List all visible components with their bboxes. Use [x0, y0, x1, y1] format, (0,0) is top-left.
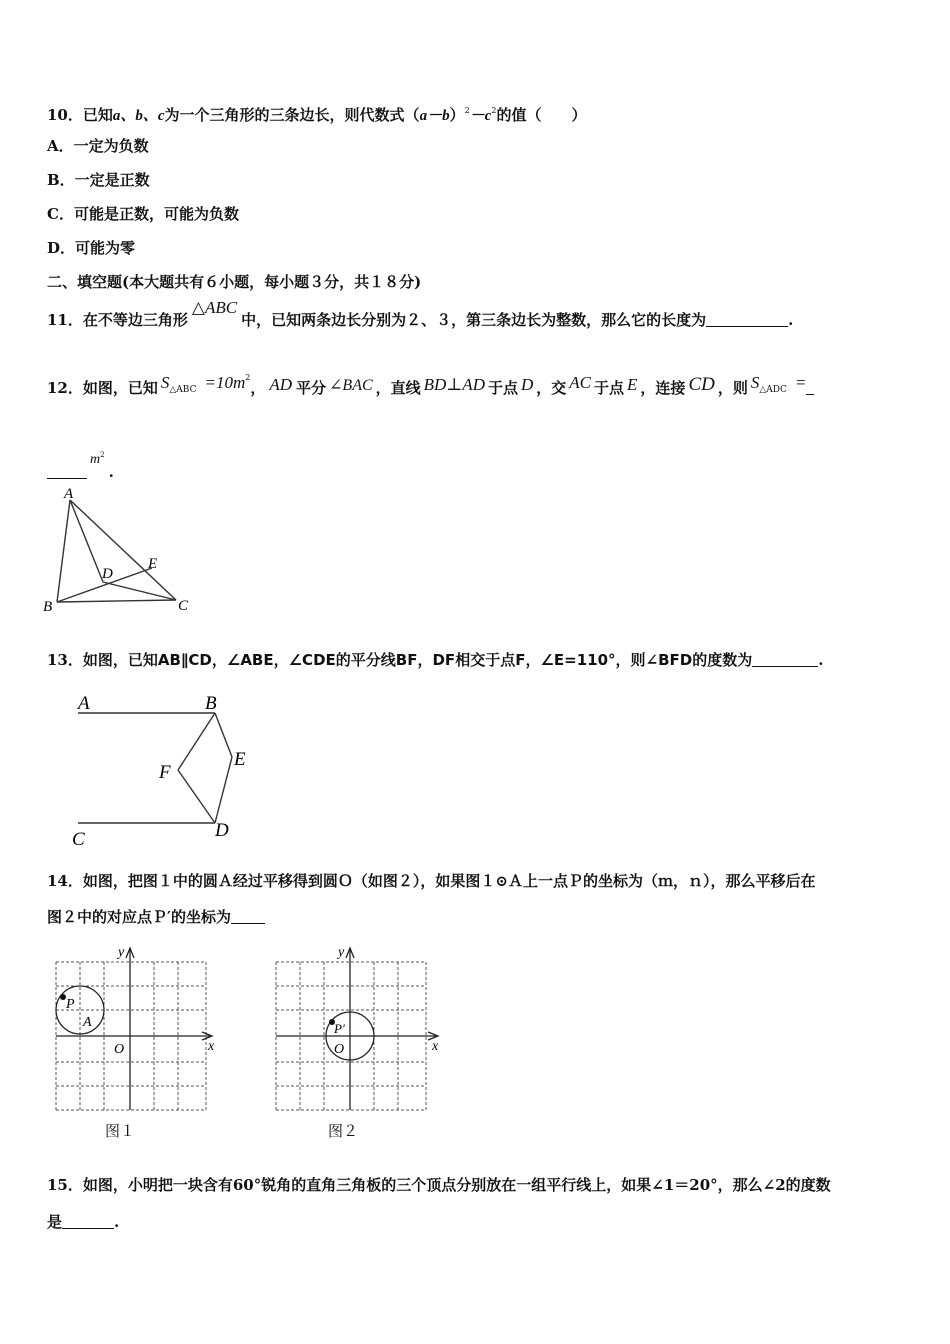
- section-heading: 二、填空题(本大题共有６小题，每小题３分，共１８分): [47, 273, 422, 291]
- q11-blank: [706, 312, 788, 327]
- q13-end2: ，则∠: [615, 651, 659, 669]
- q11-pre: 11．在不等边三角形: [47, 311, 188, 329]
- figure-q12: [40, 485, 200, 615]
- q11-triangle: △ABC: [191, 298, 238, 317]
- q12-t2: 平分: [296, 379, 327, 397]
- label-c: C: [178, 598, 189, 614]
- question-15-line2: [47, 1212, 119, 1232]
- q12-s2-sub: △ADC: [759, 385, 787, 395]
- q10-minus-c: －c: [469, 108, 492, 124]
- q10-sup-b: 2: [491, 106, 497, 115]
- question-13: [47, 650, 824, 670]
- q13-tail: 的度数为: [692, 651, 753, 669]
- label-e: E: [148, 556, 158, 572]
- q12-pre: 12．如图，已知: [47, 379, 158, 397]
- q10-pre: 10．已知: [47, 106, 113, 124]
- q12-unit-sup: 2: [100, 451, 105, 459]
- seg-ad: [70, 500, 103, 582]
- q13-blank: [752, 652, 818, 667]
- q12-blank-b: [47, 464, 87, 479]
- q10-paren: ）: [449, 106, 465, 124]
- q12-t6: 于点: [594, 379, 625, 397]
- q10-sup: 2: [464, 106, 470, 115]
- question-12: [47, 368, 814, 402]
- fig1-caption: 图１: [105, 1122, 136, 1140]
- q12-bac: ∠BAC: [329, 377, 373, 394]
- q12-eq: =10m: [204, 373, 246, 392]
- figure-q13: [60, 685, 280, 850]
- label-b: B: [205, 693, 217, 714]
- q12-t3: ，直线: [375, 379, 421, 397]
- q12-ac: AC: [569, 373, 592, 392]
- label-b: B: [43, 599, 53, 615]
- label-o: O: [114, 1042, 125, 1057]
- q12-bd: BD⊥AD: [423, 375, 485, 394]
- q11-post: 中，已知两条边长分别为２、３，第三条边长为整数，那么它的长度为: [241, 311, 707, 329]
- q10-mid: 为一个三角形的三条边长，则代数式（: [164, 106, 420, 124]
- label-c: C: [72, 829, 85, 850]
- seg-ab: [57, 500, 70, 602]
- label-o: O: [334, 1042, 345, 1057]
- label-a: A: [64, 486, 74, 502]
- q13-f: F，∠E=110°: [515, 651, 616, 669]
- q12-d: D: [520, 375, 534, 394]
- figure-q14-2: [270, 940, 450, 1120]
- q12-e: E: [627, 375, 638, 394]
- q13-text: AB∥CD，∠ABE，∠CDE: [157, 651, 336, 669]
- seg-bf: [178, 713, 215, 770]
- seg-fd: [178, 770, 215, 823]
- q12-cd: CD: [688, 374, 715, 395]
- question-11: [47, 298, 794, 330]
- q13-mid: 的平分线: [335, 651, 396, 669]
- q10-option-d: D．可能为零: [47, 239, 136, 257]
- q12-t5: ，交: [536, 379, 567, 397]
- label-f: F: [159, 762, 171, 783]
- q12-t4: 于点: [487, 379, 518, 397]
- q12-t8: ，则: [717, 379, 748, 397]
- q12-end: .: [108, 463, 114, 481]
- q13-pre: 13．如图，已知: [47, 651, 158, 669]
- q12-t1: ，: [250, 379, 266, 397]
- q13-mid2: 相交于点: [455, 651, 516, 669]
- label-y: y: [338, 945, 345, 960]
- q14-line2-text: 图２中的对应点Ｐ′的坐标为: [47, 908, 231, 926]
- q12-s2: S: [750, 373, 760, 392]
- question-14-line2: [47, 907, 265, 927]
- q11-end: .: [788, 311, 794, 329]
- label-d: D: [215, 820, 229, 841]
- fig2-caption: 图２: [328, 1122, 359, 1140]
- q12-s-sub: △ABC: [169, 385, 197, 395]
- q10-end: 的值（ ）: [496, 106, 587, 124]
- q13-bf: BF，DF: [395, 651, 456, 669]
- q10-option-b: B．一定是正数: [47, 171, 150, 189]
- question-15-line1: 15．如图，小明把一块含有60°锐角的直角三角板的三个顶点分别放在一组平行线上，如果∠1＝20°，那么∠2的度数: [47, 1176, 831, 1194]
- q12-t7: ，连接: [640, 379, 686, 397]
- q13-end: .: [818, 651, 824, 669]
- label-p-prime: P′: [334, 1021, 345, 1036]
- q13-bfd: BFD: [658, 651, 693, 669]
- label-x: x: [432, 1039, 439, 1054]
- label-p: P: [66, 997, 75, 1012]
- q12-eq2: =: [794, 373, 807, 392]
- label-d: D: [102, 566, 113, 582]
- seg-bc: [57, 600, 176, 602]
- question-10: [47, 101, 586, 126]
- label-a: A: [78, 693, 90, 714]
- question-14-line1: 14．如图，把图１中的圆Ａ经过平移得到圆Ｏ（如图２），如果图１⊙Ａ上一点Ｐ的坐标为（ｍ，ｎ），那么平移后在: [47, 872, 816, 890]
- seg-ac: [70, 500, 176, 600]
- q12-unit: m: [90, 452, 101, 467]
- seg-be: [215, 713, 232, 757]
- q12-blank-a: [806, 380, 814, 395]
- q15-end: .: [114, 1213, 120, 1231]
- q10-option-a: A．一定为负数: [47, 137, 149, 155]
- seg-ed: [215, 757, 232, 823]
- q10-option-c: C．可能是正数，可能为负数: [47, 205, 239, 223]
- seg-cd: [103, 582, 176, 600]
- q15-line2-text: 是: [47, 1213, 63, 1231]
- q10-vars: a、b、c: [112, 108, 165, 124]
- q12-ad: AD: [269, 375, 292, 394]
- q12-line2: [47, 445, 114, 484]
- q12-sup: 2: [245, 373, 251, 382]
- label-x: x: [208, 1039, 215, 1054]
- figure-q14-1: [50, 940, 225, 1120]
- q10-expr: a－b: [419, 108, 450, 124]
- label-e: E: [234, 749, 246, 770]
- q15-blank: [62, 1214, 114, 1229]
- label-y: y: [118, 945, 125, 960]
- q14-blank: [231, 909, 265, 924]
- label-a: A: [83, 1015, 92, 1030]
- q12-s: S: [160, 373, 170, 392]
